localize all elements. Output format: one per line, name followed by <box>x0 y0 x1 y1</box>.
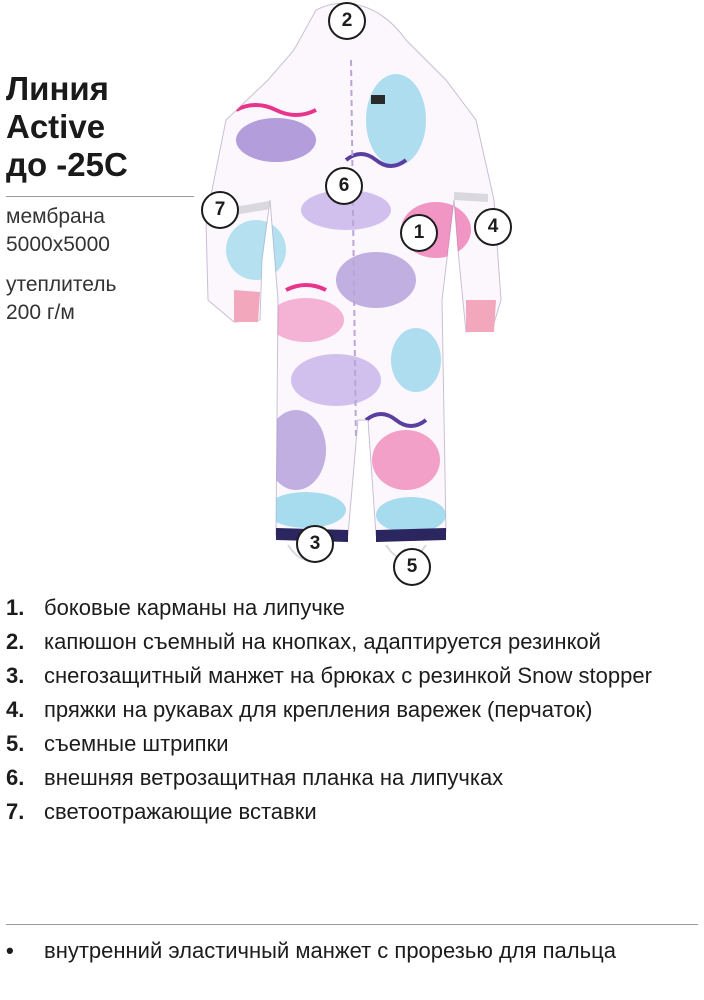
callout-1: 1 <box>400 214 438 252</box>
callout-6: 6 <box>325 167 363 205</box>
feature-number: 6. <box>6 765 25 790</box>
feature-text: капюшон съемный на кнопках, адаптируется резинкой <box>44 629 601 654</box>
overall-image <box>196 0 526 580</box>
feature-item <box>6 797 696 826</box>
specs-panel <box>6 70 196 339</box>
feature-number: 2. <box>6 629 25 654</box>
feature-item <box>6 627 696 656</box>
feature-item <box>6 695 696 724</box>
title-line-2: Active <box>6 108 106 145</box>
feature-text: пряжки на рукавах для крепления варежек (перчаток) <box>44 697 593 722</box>
feature-item <box>6 593 696 622</box>
feature-number: 7. <box>6 799 25 824</box>
features-list <box>6 593 696 831</box>
membrane-label: мембрана <box>6 205 105 228</box>
title-line-3: до -25С <box>6 146 128 183</box>
feature-number: 5. <box>6 731 25 756</box>
bullet-icon: • <box>6 938 14 963</box>
snowsuit-illustration <box>196 0 526 580</box>
feature-text: съемные штрипки <box>44 731 229 756</box>
feature-text: внешняя ветрозащитная планка на липучках <box>44 765 504 790</box>
feature-item <box>6 763 696 792</box>
feature-number: 4. <box>6 697 25 722</box>
insulation-value: 200 г/м <box>6 301 75 324</box>
feature-text: светоотражающие вставки <box>44 799 317 824</box>
feature-text: боковые карманы на липучке <box>44 595 345 620</box>
callout-5: 5 <box>393 548 431 586</box>
feature-number: 3. <box>6 663 25 688</box>
insulation-label: утеплитель <box>6 273 117 296</box>
feature-item <box>6 729 696 758</box>
callout-3: 3 <box>296 525 334 563</box>
callout-4: 4 <box>474 208 512 246</box>
divider <box>6 924 698 925</box>
feature-item <box>6 661 696 690</box>
callout-7: 7 <box>201 191 239 229</box>
membrane-value: 5000х5000 <box>6 233 110 256</box>
feature-number: 1. <box>6 595 25 620</box>
extra-feature <box>6 936 696 965</box>
feature-text: снегозащитный манжет на брюках с резинкой Snow stopper <box>44 663 652 688</box>
insulation-spec <box>6 271 196 327</box>
callout-2: 2 <box>328 2 366 40</box>
extra-feature-text: внутренний эластичный манжет с прорезью для пальца <box>44 938 616 963</box>
divider <box>6 196 194 197</box>
title-line-1: Линия <box>6 70 109 107</box>
product-line-title <box>6 70 196 184</box>
membrane-spec <box>6 203 196 259</box>
